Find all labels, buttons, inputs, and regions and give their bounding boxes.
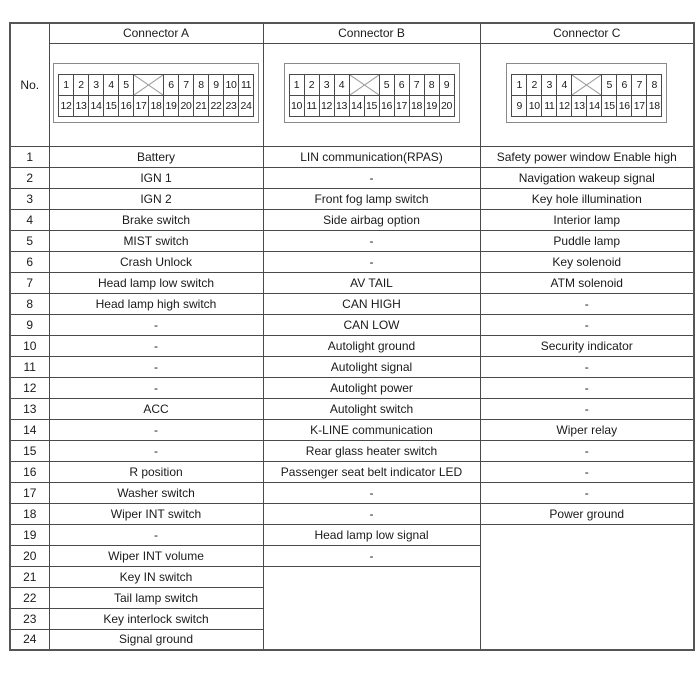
connector-c-function: -	[480, 482, 694, 503]
pin-cell: 15	[104, 96, 119, 117]
pin-cell: 17	[134, 96, 149, 117]
table-row	[10, 230, 694, 251]
pin-cell: 13	[334, 96, 349, 117]
connector-c-function: -	[480, 377, 694, 398]
pin-cell: 2	[304, 75, 319, 96]
connector-b-function: Side airbag option	[263, 209, 480, 230]
connector-a-function: -	[49, 356, 263, 377]
row-number: 5	[10, 230, 49, 251]
pin-cell: 7	[409, 75, 424, 96]
pin-cell: 5	[379, 75, 394, 96]
keyway-cell	[349, 75, 379, 96]
connector-a-function: Head lamp high switch	[49, 293, 263, 314]
connector-b-housing	[284, 63, 460, 123]
connector-c-function: Key hole illumination	[480, 188, 694, 209]
row-number: 13	[10, 398, 49, 419]
connector-b-function: Autolight power	[263, 377, 480, 398]
connector-b-function: Autolight switch	[263, 398, 480, 419]
connector-c-diagram	[480, 43, 694, 146]
keyway-cross-icon	[134, 75, 163, 95]
connector-a-function: Head lamp low switch	[49, 272, 263, 293]
pin-cell: 9	[209, 75, 224, 96]
pin-cell: 5	[119, 75, 134, 96]
pin-cell: 12	[557, 96, 572, 117]
connector-a-function: Key IN switch	[49, 566, 263, 587]
pin-cell: 7	[179, 75, 194, 96]
pin-cell: 12	[319, 96, 334, 117]
row-number: 21	[10, 566, 49, 587]
pinout-sheet	[9, 22, 695, 651]
table-row	[10, 209, 694, 230]
connector-a-function: -	[49, 524, 263, 545]
keyway-cross-icon	[572, 75, 601, 95]
table-row	[10, 167, 694, 188]
connector-a-function: IGN 2	[49, 188, 263, 209]
pin-cell: 6	[617, 75, 632, 96]
table-row	[10, 146, 694, 167]
table-row	[10, 272, 694, 293]
table-row	[10, 251, 694, 272]
connector-c-function: -	[480, 398, 694, 419]
row-number: 22	[10, 587, 49, 608]
connector-a-function: Signal ground	[49, 629, 263, 650]
connector-c-function: -	[480, 356, 694, 377]
pin-cell: 14	[587, 96, 602, 117]
connector-a-function: Key interlock switch	[49, 608, 263, 629]
pin-cell: 5	[602, 75, 617, 96]
pin-cell: 3	[319, 75, 334, 96]
pin-cell: 18	[409, 96, 424, 117]
table-row	[10, 419, 694, 440]
table-row	[10, 461, 694, 482]
connector-a-function: ACC	[49, 398, 263, 419]
table-row	[10, 335, 694, 356]
table-row	[10, 188, 694, 209]
connector-b-function: LIN communication(RPAS)	[263, 146, 480, 167]
connector-c-function: -	[480, 314, 694, 335]
pin-cell: 1	[512, 75, 527, 96]
row-number: 7	[10, 272, 49, 293]
table-row	[10, 503, 694, 524]
connector-c-function: Puddle lamp	[480, 230, 694, 251]
pin-cell: 1	[59, 75, 74, 96]
pin-cell: 7	[632, 75, 647, 96]
row-number: 23	[10, 608, 49, 629]
pin-cell: 16	[119, 96, 134, 117]
connector-a-function: Wiper INT volume	[49, 545, 263, 566]
row-number: 6	[10, 251, 49, 272]
table-row	[10, 314, 694, 335]
row-number: 8	[10, 293, 49, 314]
connector-b-function: Autolight ground	[263, 335, 480, 356]
row-number: 2	[10, 167, 49, 188]
pin-cell: 10	[289, 96, 304, 117]
row-number: 17	[10, 482, 49, 503]
connector-b-function: -	[263, 482, 480, 503]
pin-cell: 17	[394, 96, 409, 117]
connector-a-function: Battery	[49, 146, 263, 167]
pin-cell: 19	[424, 96, 439, 117]
pin-cell: 11	[239, 75, 254, 96]
row-number: 18	[10, 503, 49, 524]
connector-b-function: -	[263, 230, 480, 251]
pin-cell: 17	[632, 96, 647, 117]
connector-b-function: Rear glass heater switch	[263, 440, 480, 461]
table-row	[10, 356, 694, 377]
connector-a-function: -	[49, 335, 263, 356]
pin-cell: 3	[542, 75, 557, 96]
pin-cell: 21	[194, 96, 209, 117]
connector-a-housing	[53, 63, 259, 123]
pin-cell: 8	[194, 75, 209, 96]
connector-a-diagram	[49, 43, 263, 146]
row-number: 4	[10, 209, 49, 230]
connector-a-function: Washer switch	[49, 482, 263, 503]
connector-a-function: -	[49, 314, 263, 335]
pin-cell: 9	[439, 75, 454, 96]
connector-a-function: Crash Unlock	[49, 251, 263, 272]
connector-b-function: -	[263, 545, 480, 566]
connector-c-function: Navigation wakeup signal	[480, 167, 694, 188]
row-number: 16	[10, 461, 49, 482]
connector-pinout-table	[9, 22, 695, 651]
row-number: 20	[10, 545, 49, 566]
keyway-cell	[572, 75, 602, 96]
row-number: 3	[10, 188, 49, 209]
connector-b-function: -	[263, 167, 480, 188]
connector-c-function: Wiper relay	[480, 419, 694, 440]
pin-cell: 16	[617, 96, 632, 117]
connector-b-diagram	[263, 43, 480, 146]
connector-c-function	[480, 524, 694, 650]
no-column-header: No.	[10, 23, 49, 146]
pin-cell: 15	[602, 96, 617, 117]
pin-cell: 6	[164, 75, 179, 96]
connector-c-function: -	[480, 293, 694, 314]
row-number: 24	[10, 629, 49, 650]
pin-cell: 20	[439, 96, 454, 117]
connector-c-function: ATM solenoid	[480, 272, 694, 293]
pin-cell: 18	[647, 96, 662, 117]
pin-cell: 15	[364, 96, 379, 117]
connector-b-function: -	[263, 251, 480, 272]
connector-b-function: AV TAIL	[263, 272, 480, 293]
connector-a-function: R position	[49, 461, 263, 482]
connector-c-function: Safety power window Enable high	[480, 146, 694, 167]
connector-a-pin-grid	[58, 74, 254, 117]
connector-a-function: -	[49, 440, 263, 461]
connector-b-function: Front fog lamp switch	[263, 188, 480, 209]
connector-a-function: MIST switch	[49, 230, 263, 251]
pin-cell: 22	[209, 96, 224, 117]
connector-a-header: Connector A	[49, 23, 263, 43]
pin-cell: 12	[59, 96, 74, 117]
row-number: 10	[10, 335, 49, 356]
connector-c-function: Interior lamp	[480, 209, 694, 230]
connector-b-function: Passenger seat belt indicator LED	[263, 461, 480, 482]
pin-cell: 14	[89, 96, 104, 117]
connector-a-function: -	[49, 419, 263, 440]
pin-cell: 23	[224, 96, 239, 117]
keyway-cell	[134, 75, 164, 96]
connector-c-pin-grid	[511, 74, 662, 117]
connector-a-function: Brake switch	[49, 209, 263, 230]
connector-b-function: Head lamp low signal	[263, 524, 480, 545]
pin-cell: 4	[104, 75, 119, 96]
pin-cell: 1	[289, 75, 304, 96]
row-number: 19	[10, 524, 49, 545]
keyway-cross-icon	[350, 75, 379, 95]
connector-b-function: CAN LOW	[263, 314, 480, 335]
pin-cell: 4	[334, 75, 349, 96]
connector-a-function: -	[49, 377, 263, 398]
pin-cell: 13	[572, 96, 587, 117]
pin-cell: 6	[394, 75, 409, 96]
table-row	[10, 524, 694, 545]
connector-c-function: Power ground	[480, 503, 694, 524]
pin-cell: 11	[304, 96, 319, 117]
connector-b-header: Connector B	[263, 23, 480, 43]
pin-cell: 16	[379, 96, 394, 117]
pin-cell: 14	[349, 96, 364, 117]
table-row	[10, 482, 694, 503]
connector-b-function: K-LINE communication	[263, 419, 480, 440]
connector-c-header: Connector C	[480, 23, 694, 43]
table-row	[10, 293, 694, 314]
pin-cell: 2	[74, 75, 89, 96]
connector-b-function: -	[263, 503, 480, 524]
pin-cell: 10	[224, 75, 239, 96]
connector-c-housing	[506, 63, 667, 123]
pin-cell: 13	[74, 96, 89, 117]
row-number: 12	[10, 377, 49, 398]
pin-cell: 24	[239, 96, 254, 117]
connector-c-function: -	[480, 461, 694, 482]
connector-a-function: Wiper INT switch	[49, 503, 263, 524]
connector-c-function: -	[480, 440, 694, 461]
connector-b-function: CAN HIGH	[263, 293, 480, 314]
table-row	[10, 377, 694, 398]
row-number: 1	[10, 146, 49, 167]
pin-cell: 4	[557, 75, 572, 96]
pin-cell: 3	[89, 75, 104, 96]
pin-cell: 18	[149, 96, 164, 117]
connector-b-function	[263, 566, 480, 650]
pin-cell: 2	[527, 75, 542, 96]
row-number: 11	[10, 356, 49, 377]
table-row	[10, 398, 694, 419]
connector-a-function: IGN 1	[49, 167, 263, 188]
connector-c-function: Key solenoid	[480, 251, 694, 272]
pin-cell: 8	[647, 75, 662, 96]
pin-cell: 20	[179, 96, 194, 117]
row-number: 15	[10, 440, 49, 461]
pin-cell: 19	[164, 96, 179, 117]
pin-cell: 10	[527, 96, 542, 117]
pin-cell: 9	[512, 96, 527, 117]
connector-b-pin-grid	[289, 74, 455, 117]
connector-c-function: Security indicator	[480, 335, 694, 356]
row-number: 14	[10, 419, 49, 440]
table-row	[10, 440, 694, 461]
connector-a-function: Tail lamp switch	[49, 587, 263, 608]
pin-cell: 8	[424, 75, 439, 96]
row-number: 9	[10, 314, 49, 335]
connector-b-function: Autolight signal	[263, 356, 480, 377]
pin-cell: 11	[542, 96, 557, 117]
